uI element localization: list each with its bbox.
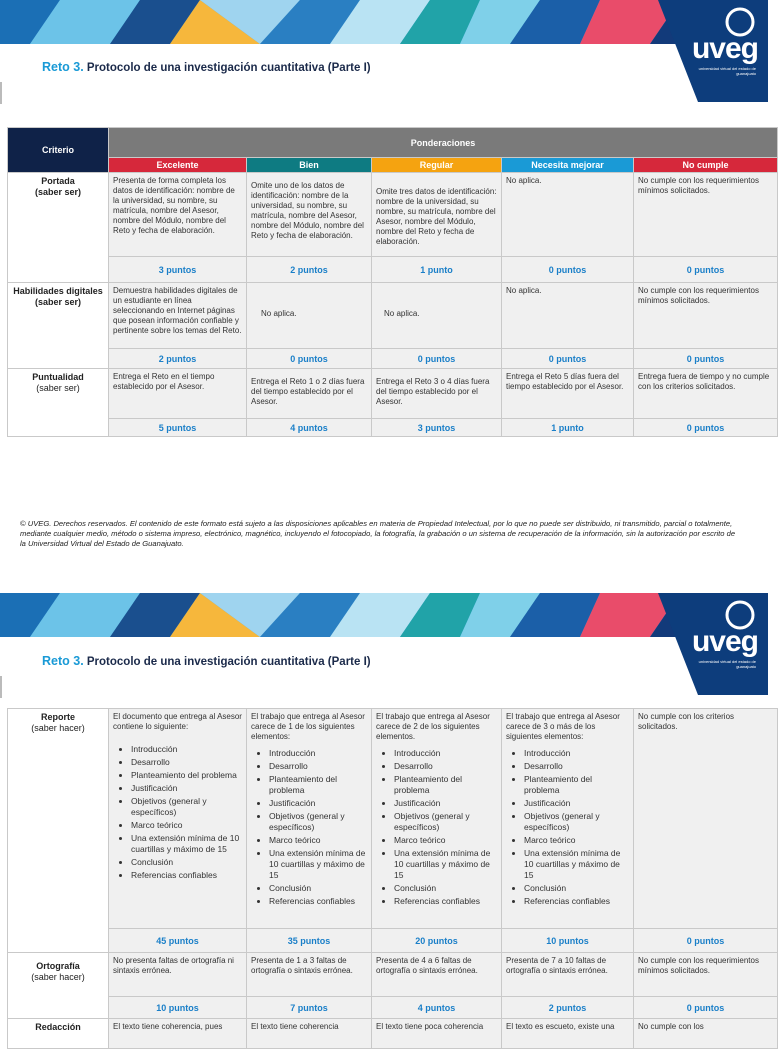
points-cell: 1 punto: [372, 257, 502, 283]
copyright-notice: © UVEG. Derechos reservados. El contenido de este formato está sujeto a las disposiciones aplicables en materia de Propiedad Intelectual, por lo que no puede ser distribuido, ni transmitido, parcial o totalmente, mediante cualquier medio, método o sistema impreso, electrónico, magnético, incluyendo el fotocopiado, la fotografía, la grabación o un sistema de recuperación de la información, sin la autorización por escrito de la Universidad Virtual del Estado de Guanajuato.: [20, 519, 736, 548]
rubric-cell: Omite tres datos de identificación: nombre de la universidad, su nombre, su matrícula, nombre del Asesor, nombre del Módulo, nombre del Reto y fecha de elaboración.: [372, 173, 502, 257]
level-no-cumple: No cumple: [634, 158, 778, 173]
list-item: • Planteamiento del problema: [524, 774, 629, 796]
points-cell: 10 puntos: [502, 929, 634, 953]
cell-intro: El documento que entrega al Asesor contiene lo siguiente:: [113, 712, 242, 731]
reto-label: Reto 3.: [42, 654, 84, 668]
points-cell: 1 punto: [502, 419, 634, 437]
element-list: [376, 748, 497, 907]
logo-subtitle: universidad virtual del estado de guanajuato: [698, 66, 756, 76]
criterion-puntualidad: [8, 369, 109, 437]
list-item: • Introducción: [269, 748, 367, 759]
criterion-name: Portada: [41, 176, 75, 186]
criterion-name: Ortografía: [36, 961, 80, 971]
points-cell: 0 puntos: [634, 349, 778, 369]
cell-intro: El trabajo que entrega al Asesor carece de 2 de los siguientes elementos.: [376, 712, 490, 741]
list-item: • Desarrollo: [269, 761, 367, 772]
list-item: • Referencias confiables: [524, 896, 629, 907]
rubric-cell: Presenta de 7 a 10 faltas de ortografía o sintaxis errónea.: [502, 953, 634, 997]
list-item: • Planteamiento del problema: [394, 774, 497, 796]
list-item: • Planteamiento del problema: [131, 770, 242, 781]
rubric-cell: Entrega fuera de tiempo y no cumple con los criterios solicitados.: [634, 369, 778, 419]
uveg-logo-page2: [618, 593, 768, 695]
rubric-cell: Presenta de forma completa los datos de identificación: nombre de la universidad, su nombre, su matrícula, nombre del Asesor, nombre del Módulo, nombre del Reto y fecha de elaboración.: [109, 173, 247, 257]
level-bien: Bien: [247, 158, 372, 173]
rubric-cell-reporte: [372, 709, 502, 929]
reto-label: Reto 3.: [42, 60, 84, 74]
rubric-cell: Presenta de 4 a 6 faltas de ortografía o sintaxis errónea.: [372, 953, 502, 997]
rubric-cell: Presenta de 1 a 3 faltas de ortografía o sintaxis errónea.: [247, 953, 372, 997]
points-cell: 2 puntos: [502, 997, 634, 1019]
rubric-cell: El texto tiene coherencia: [247, 1019, 372, 1049]
element-list: [506, 748, 629, 907]
list-item: • Desarrollo: [524, 761, 629, 772]
criterion-portada: [8, 173, 109, 283]
points-cell: 0 puntos: [247, 349, 372, 369]
rubric-cell: El texto es escueto, existe una: [502, 1019, 634, 1049]
criterion-habilidades: [8, 283, 109, 369]
list-item: • Desarrollo: [131, 757, 242, 768]
points-cell: 3 puntos: [109, 257, 247, 283]
points-cell: 0 puntos: [502, 257, 634, 283]
rubric-table: [7, 127, 778, 437]
list-item: • Objetivos (general y específicos): [394, 811, 497, 833]
points-cell: 20 puntos: [372, 929, 502, 953]
list-item: • Justificación: [524, 798, 629, 809]
list-item: • Una extensión mínima de 10 cuartillas y máximo de 15: [524, 848, 629, 881]
list-item: • Justificación: [269, 798, 367, 809]
list-item: • Objetivos (general y específicos): [269, 811, 367, 833]
rubric-cell: Demuestra habilidades digitales de un estudiante en línea seleccionando en Internet páginas que posean información confiable y pertinente sobre los temas del Reto.: [109, 283, 247, 349]
left-rule: [0, 676, 2, 698]
points-cell: 0 puntos: [634, 257, 778, 283]
points-cell: 2 puntos: [247, 257, 372, 283]
points-cell: 7 puntos: [247, 997, 372, 1019]
list-item: • Objetivos (general y específicos): [524, 811, 629, 833]
rubric-cell: Entrega el Reto 5 días fuera del tiempo establecido por el Asesor.: [502, 369, 634, 419]
title-text: Protocolo de una investigación cuantitativa (Parte I): [86, 656, 371, 668]
points-cell: 2 puntos: [109, 349, 247, 369]
points-cell: 4 puntos: [247, 419, 372, 437]
rubric-cell-reporte: [247, 709, 372, 929]
list-item: • Conclusión: [524, 883, 629, 894]
criterio-header: Criterio: [8, 128, 109, 173]
element-list: [251, 748, 367, 907]
list-item: • Una extensión mínima de 10 cuartillas y máximo de 15: [394, 848, 497, 881]
level-excelente: Excelente: [109, 158, 247, 173]
criterion-sub: (saber ser): [36, 383, 80, 393]
cell-intro: El trabajo que entrega al Asesor carece de 1 de los siguientes elementos:: [251, 712, 365, 741]
element-list: [113, 744, 242, 881]
rubric-cell: No aplica.: [502, 283, 634, 349]
rubric-cell: El texto tiene poca coherencia: [372, 1019, 502, 1049]
list-item: • Desarrollo: [394, 761, 497, 772]
rubric-cell: No presenta faltas de ortografía ni sintaxis errónea.: [109, 953, 247, 997]
criterion-sub: (saber ser): [34, 187, 82, 197]
rubric-cell: Entrega el Reto 1 o 2 días fuera del tiempo establecido por el Asesor.: [247, 369, 372, 419]
criterion-name: Redacción: [35, 1022, 81, 1032]
cell-intro: El trabajo que entrega al Asesor carece de 3 o más de los siguientes elementos:: [506, 712, 620, 741]
list-item: • Justificación: [131, 783, 242, 794]
uveg-logo: [618, 0, 768, 102]
page-title: [42, 60, 371, 74]
criterion-reporte: [8, 709, 109, 953]
level-necesita-mejorar: Necesita mejorar: [502, 158, 634, 173]
list-item: • Introducción: [524, 748, 629, 759]
criterion-name: Puntualidad: [32, 372, 84, 382]
rubric-cell: Entrega el Reto 3 o 4 días fuera del tiempo establecido por el Asesor.: [372, 369, 502, 419]
rubric-cell: No cumple con los requerimientos mínimos solicitados.: [634, 953, 778, 997]
rubric-cell: No cumple con los criterios solicitados.: [634, 709, 778, 929]
criterion-ortografia: [8, 953, 109, 1019]
rubric-cell: No cumple con los requerimientos mínimos solicitados.: [634, 173, 778, 257]
criterion-sub: (saber hacer): [31, 723, 85, 733]
list-item: • Una extensión mínima de 10 cuartillas y máximo de 15: [131, 833, 242, 855]
page-title-page2: [42, 654, 371, 668]
list-item: • Justificación: [394, 798, 497, 809]
criterion-sub: (saber ser): [34, 297, 82, 307]
rubric-cell-reporte: [109, 709, 247, 929]
list-item: • Una extensión mínima de 10 cuartillas y máximo de 15: [269, 848, 367, 881]
criterion-sub: (saber hacer): [31, 972, 85, 982]
list-item: • Marco teórico: [131, 820, 242, 831]
level-regular: Regular: [372, 158, 502, 173]
criterion-name: Habilidades digitales: [13, 286, 103, 296]
rubric-table-page2: [7, 708, 778, 1049]
points-cell: 10 puntos: [109, 997, 247, 1019]
rubric-cell: Omite uno de los datos de identificación: nombre de la universidad, su nombre, su matrícula, nombre del Asesor, nombre del Módulo, nombre del Reto y fecha de elaboración.: [247, 173, 372, 257]
list-item: • Conclusión: [394, 883, 497, 894]
rubric-cell: Entrega el Reto en el tiempo establecido por el Asesor.: [109, 369, 247, 419]
logo-text: uveg: [691, 32, 758, 65]
logo-text: uveg: [691, 625, 758, 658]
points-cell: 0 puntos: [502, 349, 634, 369]
ponderaciones-header: Ponderaciones: [109, 128, 778, 158]
list-item: • Conclusión: [269, 883, 367, 894]
rubric-cell: No aplica.: [247, 283, 372, 349]
criterion-redaccion: [8, 1019, 109, 1049]
list-item: • Referencias confiables: [131, 870, 242, 881]
rubric-cell: No aplica.: [502, 173, 634, 257]
left-rule: [0, 82, 2, 104]
rubric-cell: El texto tiene coherencia, pues: [109, 1019, 247, 1049]
criterion-name: Reporte: [40, 712, 75, 722]
list-item: • Referencias confiables: [269, 896, 367, 907]
points-cell: 0 puntos: [634, 419, 778, 437]
points-cell: 0 puntos: [634, 997, 778, 1019]
list-item: • Introducción: [131, 744, 242, 755]
list-item: • Planteamiento del problema: [269, 774, 367, 796]
list-item: • Introducción: [394, 748, 497, 759]
points-cell: 45 puntos: [109, 929, 247, 953]
points-cell: 4 puntos: [372, 997, 502, 1019]
title-text: Protocolo de una investigación cuantitativa (Parte I): [86, 62, 371, 74]
points-cell: 0 puntos: [372, 349, 502, 369]
points-cell: 3 puntos: [372, 419, 502, 437]
rubric-cell-reporte: [502, 709, 634, 929]
points-cell: 5 puntos: [109, 419, 247, 437]
rubric-cell: No cumple con los: [634, 1019, 778, 1049]
list-item: • Referencias confiables: [394, 896, 497, 907]
points-cell: 0 puntos: [634, 929, 778, 953]
rubric-cell: No aplica.: [372, 283, 502, 349]
rubric-cell: No cumple con los requerimientos mínimos solicitados.: [634, 283, 778, 349]
list-item: • Objetivos (general y específicos): [131, 796, 242, 818]
list-item: • Conclusión: [131, 857, 242, 868]
list-item: • Marco teórico: [269, 835, 367, 846]
list-item: • Marco teórico: [394, 835, 497, 846]
points-cell: 35 puntos: [247, 929, 372, 953]
list-item: • Marco teórico: [524, 835, 629, 846]
logo-subtitle: universidad virtual del estado de guanajuato: [698, 659, 756, 669]
